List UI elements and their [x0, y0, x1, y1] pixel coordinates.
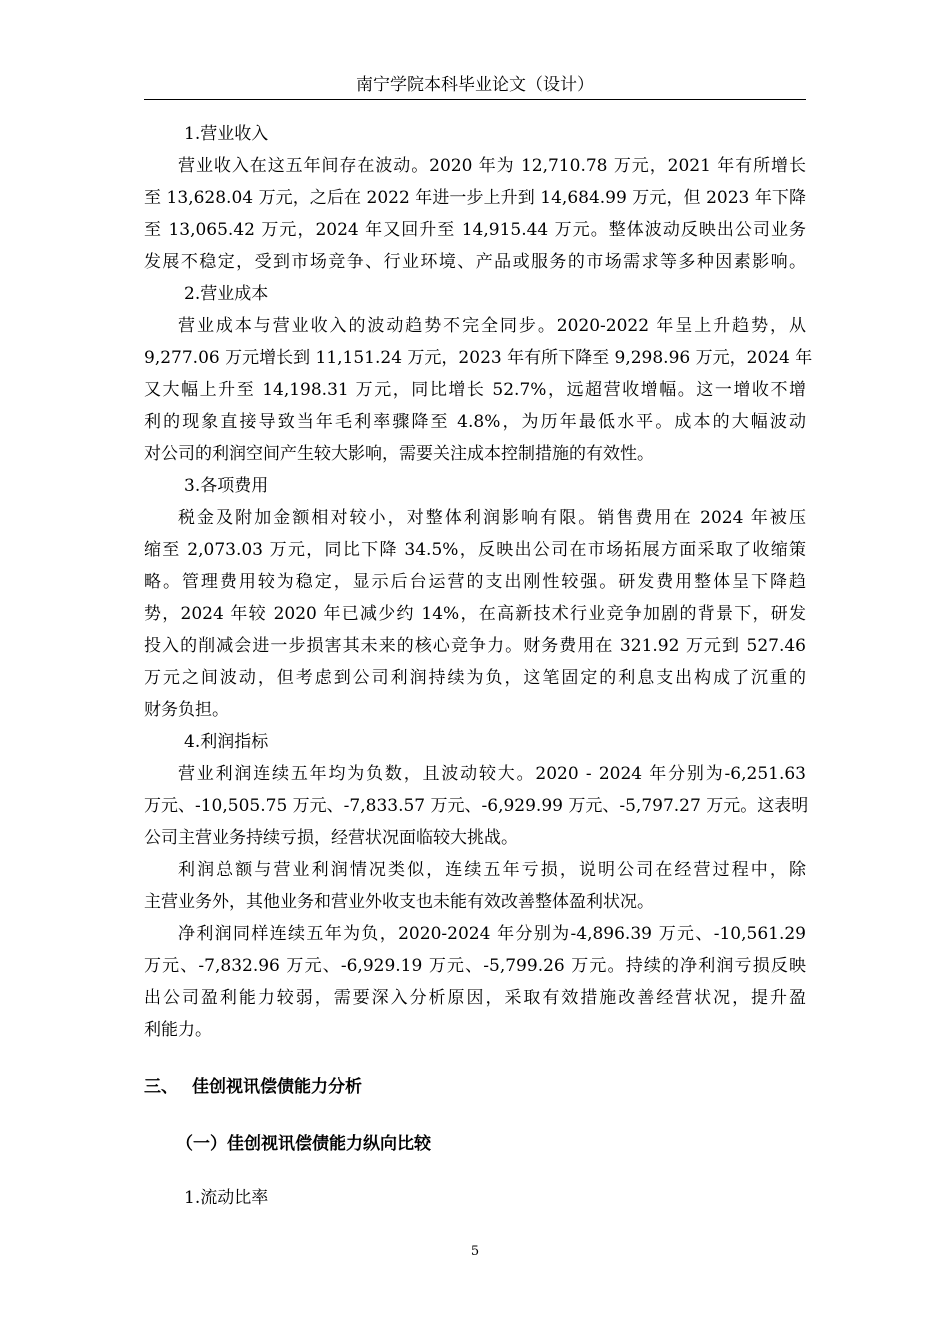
- paragraph-line: 净利润同样连续五年为负，2020-2024 年分别为-4,896.39 万元、-10,561.29: [178, 924, 806, 944]
- paragraph-line: 又大幅上升至 14,198.31 万元，同比增长 52.7%，远超营收增幅。这一增收不增: [144, 380, 806, 400]
- paragraph-line: 营业成本与营业收入的波动趋势不完全同步。2020-2022 年呈上升趋势，从: [178, 316, 806, 336]
- paragraph-line: 利能力。: [144, 1020, 212, 1040]
- paragraph-line: 财务负担。: [144, 700, 229, 720]
- section-heading-profit: 4.利润指标: [184, 732, 269, 752]
- paragraph-line: 利润总额与营业利润情况类似，连续五年亏损，说明公司在经营过程中，除: [178, 860, 806, 880]
- paragraph-line: 万元、-10,505.75 万元、-7,833.57 万元、-6,929.99 万元、-5,797.27 万元。这表明: [144, 796, 809, 816]
- item-heading-current-ratio: 1.流动比率: [184, 1188, 269, 1208]
- section-heading-expenses: 3.各项费用: [184, 476, 269, 496]
- paragraph-line: 万元之间波动，但考虑到公司利润持续为负，这笔固定的利息支出构成了沉重的: [144, 668, 806, 688]
- chapter-title: 佳创视讯偿债能力分析: [192, 1077, 362, 1097]
- subsection-title: （一）佳创视讯偿债能力纵向比较: [176, 1134, 431, 1154]
- page-number: 5: [470, 1244, 480, 1259]
- paragraph-line: 至 13,628.04 万元，之后在 2022 年进一步上升到 14,684.99 万元，但 2023 年下降: [144, 188, 806, 208]
- paragraph-line: 略。管理费用较为稳定，显示后台运营的支出刚性较强。研发费用整体呈下降趋: [144, 572, 806, 592]
- section-heading-cost: 2.营业成本: [184, 284, 269, 304]
- paragraph-line: 利的现象直接导致当年毛利率骤降至 4.8%，为历年最低水平。成本的大幅波动: [144, 412, 806, 432]
- paragraph-line: 势，2024 年较 2020 年已减少约 14%，在高新技术行业竞争加剧的背景下，研发: [144, 604, 806, 624]
- paragraph-line: 缩至 2,073.03 万元，同比下降 34.5%，反映出公司在市场拓展方面采取了收缩策: [144, 540, 806, 560]
- paragraph-line: 发展不稳定，受到市场竞争、行业环境、产品或服务的市场需求等多种因素影响。: [144, 252, 806, 272]
- paragraph-line: 公司主营业务持续亏损，经营状况面临较大挑战。: [144, 828, 518, 848]
- paragraph-line: 营业收入在这五年间存在波动。2020 年为 12,710.78 万元，2021 年有所增长: [178, 156, 806, 176]
- paragraph-line: 投入的削减会进一步损害其未来的核心竞争力。财务费用在 321.92 万元到 527.46: [144, 636, 806, 656]
- paragraph-line: 万元、-7,832.96 万元、-6,929.19 万元、-5,799.26 万元。持续的净利润亏损反映: [144, 956, 806, 976]
- header-divider: [144, 99, 806, 100]
- paragraph-line: 营业利润连续五年均为负数，且波动较大。2020 - 2024 年分别为-6,251.63: [178, 764, 806, 784]
- chapter-number: 三、: [144, 1077, 178, 1097]
- paragraph-line: 至 13,065.42 万元，2024 年又回升至 14,915.44 万元。整体波动反映出公司业务: [144, 220, 806, 240]
- page-header-title: 南宁学院本科毕业论文（设计）: [356, 75, 594, 95]
- paragraph-line: 9,277.06 万元增长到 11,151.24 万元，2023 年有所下降至 9,298.96 万元，2024 年: [144, 348, 813, 368]
- paragraph-line: 对公司的利润空间产生较大影响，需要关注成本控制措施的有效性。: [144, 444, 654, 464]
- paragraph-line: 主营业务外，其他业务和营业外收支也未能有效改善整体盈利状况。: [144, 892, 654, 912]
- paragraph-line: 出公司盈利能力较弱，需要深入分析原因，采取有效措施改善经营状况，提升盈: [144, 988, 806, 1008]
- paragraph-line: 税金及附加金额相对较小，对整体利润影响有限。销售费用在 2024 年被压: [178, 508, 806, 528]
- section-heading-revenue: 1.营业收入: [184, 124, 269, 144]
